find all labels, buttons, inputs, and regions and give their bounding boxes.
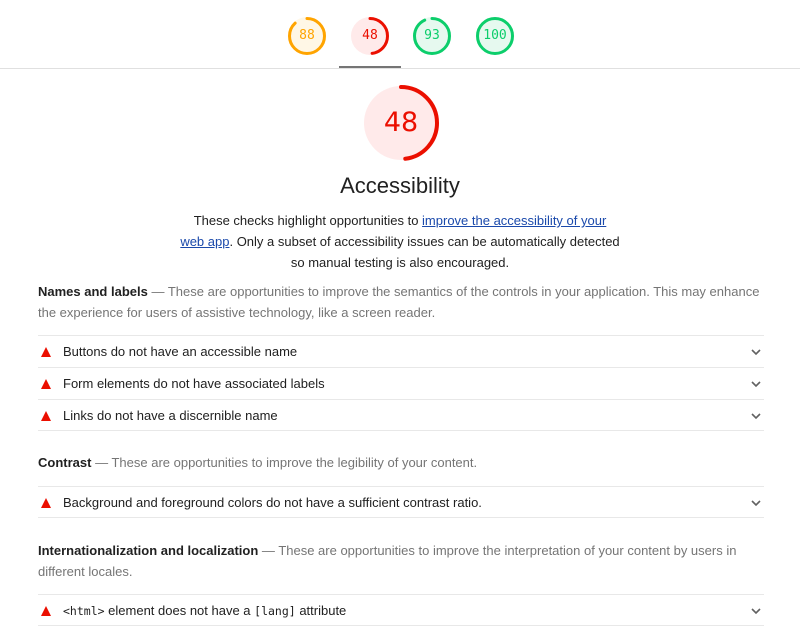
audit-link-name[interactable] (38, 399, 764, 431)
tab-score: 93 (424, 28, 440, 43)
active-tab-indicator (339, 66, 401, 68)
group-separator: — (151, 284, 165, 299)
fail-triangle-icon (41, 347, 51, 357)
audit-title: Background and foreground colors do not have a sufficient contrast ratio. (63, 495, 482, 510)
category-score: 48 (383, 107, 419, 138)
group-title: Names and labels (38, 284, 148, 299)
group-title: Internationalization and localization (38, 543, 259, 558)
tab-score: 48 (362, 28, 378, 43)
audit-title-text: element does not have a (104, 603, 255, 618)
code-html-element: <html> (63, 604, 105, 618)
group-header-internationalization (38, 540, 764, 582)
audit-title: Form elements do not have associated labels (63, 376, 325, 391)
accessibility-learn-more-link[interactable]: improve the accessibility of your web app (180, 213, 607, 249)
audit-form-label[interactable] (38, 367, 764, 399)
audit-title-text: attribute (295, 603, 347, 618)
performance-score-tab[interactable] (288, 17, 326, 55)
group-header-contrast (38, 452, 764, 473)
description-text: . Only a subset of accessibility issues can be automatically detected so manual testing is also encouraged. (229, 234, 620, 270)
audit-button-name[interactable] (38, 335, 764, 367)
chevron-down-icon (750, 378, 762, 390)
best-practices-score-tab[interactable] (413, 17, 451, 55)
audit-title: Buttons do not have an accessible name (63, 344, 298, 359)
audit-html-has-lang[interactable] (38, 594, 764, 626)
fail-triangle-icon (41, 606, 51, 616)
group-description: These are opportunities to improve the interpretation of your content by users in different locales. (38, 543, 737, 579)
audit-color-contrast[interactable] (38, 486, 764, 518)
fail-triangle-icon (41, 498, 51, 508)
group-separator: — (261, 543, 275, 558)
code-lang-attribute: [lang] (254, 604, 296, 618)
category-title: Accessibility (340, 173, 460, 198)
audit-title (63, 595, 346, 627)
group-description: These are opportunities to improve the legibility of your content. (111, 455, 478, 470)
score-tabs-bar (0, 0, 800, 69)
group-title: Contrast (38, 455, 92, 470)
chevron-down-icon (750, 497, 762, 509)
category-score-gauge (362, 84, 440, 162)
category-description (180, 210, 620, 273)
fail-triangle-icon (41, 379, 51, 389)
seo-score-tab[interactable] (476, 17, 514, 55)
accessibility-score-tab[interactable] (351, 17, 389, 55)
group-separator: — (95, 455, 109, 470)
group-description: These are opportunities to improve the semantics of the controls in your application. This may enhance the experience for users of assistive technology, like a screen reader. (38, 284, 760, 320)
fail-triangle-icon (41, 411, 51, 421)
audit-title: Links do not have a discernible name (63, 408, 278, 423)
chevron-down-icon (750, 410, 762, 422)
group-header-names-and-labels (38, 281, 764, 323)
tab-score: 88 (299, 28, 315, 43)
description-text: These checks highlight opportunities to (193, 213, 423, 228)
chevron-down-icon (750, 605, 762, 617)
chevron-down-icon (750, 346, 762, 358)
tab-score: 100 (483, 28, 507, 43)
